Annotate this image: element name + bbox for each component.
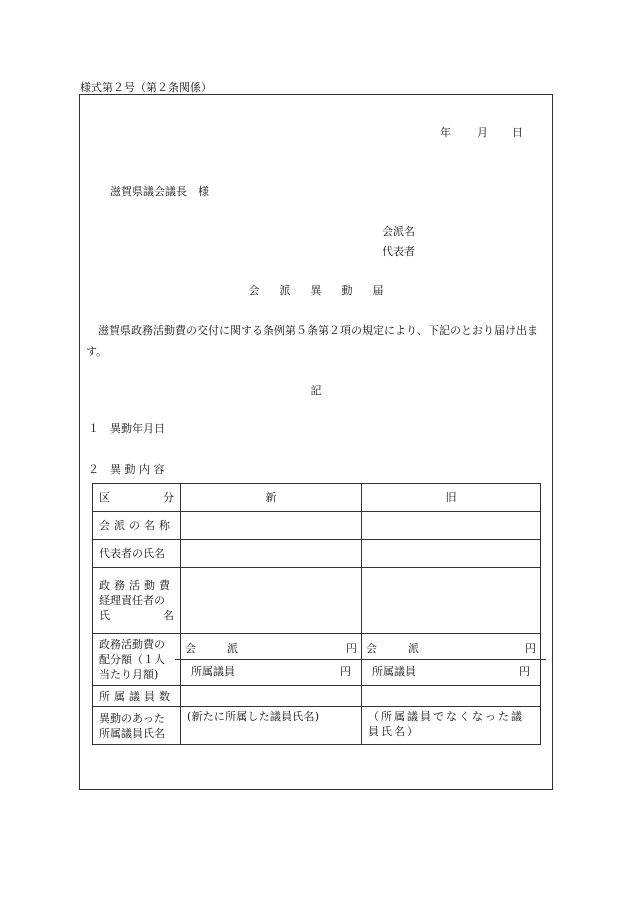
- table-row: [93, 707, 541, 745]
- new-representative-cell[interactable]: [181, 540, 362, 568]
- table-row: [93, 634, 541, 686]
- table-row: [93, 540, 541, 568]
- old-representative-cell[interactable]: [362, 540, 541, 568]
- old-accounting-manager-cell[interactable]: [362, 568, 541, 634]
- document-title: 会派異動届: [248, 284, 404, 297]
- label-allocation: 政務活動費の 配分額（１人 当たり月額): [93, 634, 181, 686]
- addressee: 滋賀県議会議長 様: [110, 185, 209, 198]
- table-row: [93, 568, 541, 634]
- form-number: 様式第２号（第２条関係）: [80, 81, 212, 94]
- change-details-table: [92, 483, 541, 745]
- label-representative-name: 代表者の氏名: [93, 540, 181, 568]
- table-row: [93, 512, 541, 540]
- new-faction-name-cell[interactable]: [181, 512, 362, 540]
- old-allocation-cell[interactable]: 会 派 円 所属議員 円: [362, 634, 541, 686]
- item-change-date: １ 異動年月日: [88, 422, 165, 435]
- new-changed-members-note: (新たに所属した議員氏名): [187, 710, 320, 723]
- new-member-count-cell[interactable]: [181, 686, 362, 707]
- representative-field[interactable]: 代表者: [382, 245, 415, 258]
- new-allocation-cell[interactable]: 会 派 円 所属議員 円: [181, 634, 362, 686]
- date-year-field[interactable]: 年: [440, 126, 451, 139]
- faction-name-field[interactable]: 会派名: [382, 225, 415, 238]
- table-row: [93, 686, 541, 707]
- header-old: 旧: [362, 484, 541, 512]
- old-changed-members-note: （所属議員でなくなった議員氏名）: [368, 710, 524, 738]
- old-changed-members-cell[interactable]: [362, 707, 541, 745]
- table-header-row: [93, 484, 541, 512]
- label-changed-members: 異動のあった 所属議員氏名: [93, 707, 181, 745]
- label-faction-name: 会派の名称: [93, 512, 181, 540]
- form-frame: [79, 94, 553, 790]
- old-faction-name-cell[interactable]: [362, 512, 541, 540]
- old-member-count-cell[interactable]: [362, 686, 541, 707]
- new-changed-members-cell[interactable]: [181, 707, 362, 745]
- header-division: 区 分: [93, 484, 181, 512]
- body-text: 滋賀県政務活動費の交付に関する条例第５条第２項の規定により、下記のとおり届け出ます。: [86, 324, 538, 358]
- date-month-field[interactable]: 月: [477, 126, 488, 139]
- label-accounting-manager: 政務活動費 経理責任者の 氏 名: [93, 568, 181, 634]
- date-day-field[interactable]: 日: [512, 126, 523, 139]
- header-new: 新: [181, 484, 362, 512]
- date-line: [440, 124, 523, 140]
- item-change-details: ２ 異 動 内 容: [88, 463, 165, 476]
- label-member-count: 所属議員数: [93, 686, 181, 707]
- ki-heading: 記: [310, 384, 322, 397]
- new-accounting-manager-cell[interactable]: [181, 568, 362, 634]
